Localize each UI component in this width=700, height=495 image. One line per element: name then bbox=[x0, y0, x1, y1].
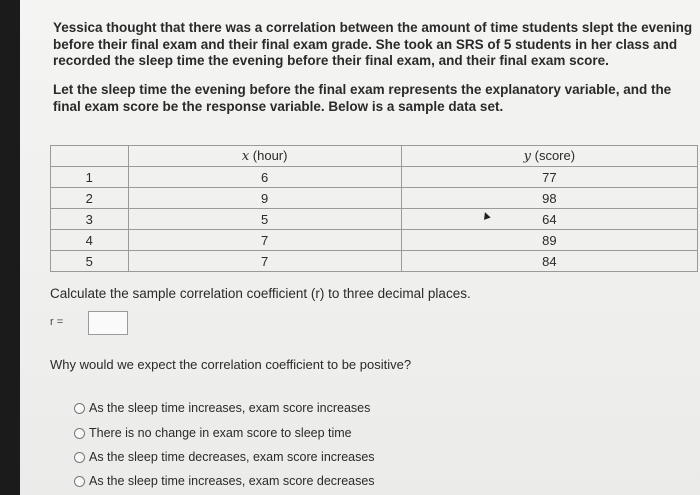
r-input[interactable] bbox=[88, 311, 128, 335]
option-decreases-increases[interactable] bbox=[74, 450, 375, 464]
question-instructions: Let the sleep time the evening before the final exam represents the explanatory variable, and the final exam score be the response variable. Below is a sample data set. bbox=[53, 82, 672, 114]
option-increases-increases[interactable] bbox=[74, 401, 370, 415]
y-value: 89 bbox=[401, 230, 697, 251]
index-header bbox=[51, 146, 129, 167]
data-table bbox=[50, 145, 698, 272]
y-variable: y bbox=[523, 149, 531, 164]
mouse-cursor-icon: ▲ bbox=[477, 206, 494, 224]
y-unit: (score) bbox=[534, 148, 576, 163]
table-header-row bbox=[51, 146, 698, 167]
option-label: As the sleep time increases, exam score increases bbox=[89, 401, 371, 415]
calc-prompt: Calculate the sample correlation coefficient (r) to three decimal places. bbox=[50, 286, 471, 301]
x-unit: (hour) bbox=[252, 148, 288, 163]
y-value: 84 bbox=[401, 251, 697, 272]
table-row bbox=[51, 209, 698, 230]
table-row bbox=[51, 167, 698, 188]
x-value: 7 bbox=[128, 230, 401, 251]
x-value: 7 bbox=[128, 251, 401, 272]
x-variable: x bbox=[241, 149, 250, 164]
y-header bbox=[401, 146, 697, 167]
table-row bbox=[51, 188, 698, 209]
r-label: r = bbox=[50, 316, 64, 328]
option-no-change[interactable] bbox=[74, 426, 352, 440]
x-value: 5 bbox=[128, 209, 401, 230]
table-row bbox=[51, 251, 698, 272]
question-intro: Yessica thought that there was a correlation between the amount of time students slept the evening before their final exam and their final exam grade. She took an SRS of 5 students in her class and recorded the sleep time the evening before their final exam, and their final exam score. bbox=[53, 20, 693, 68]
radio-button[interactable] bbox=[74, 403, 85, 414]
y-value: 64 bbox=[401, 209, 697, 230]
option-label: There is no change in exam score to sleep time bbox=[89, 426, 352, 440]
table-row bbox=[51, 230, 698, 251]
row-index: 1 bbox=[51, 167, 129, 188]
x-header bbox=[128, 146, 401, 167]
radio-button[interactable] bbox=[74, 452, 85, 463]
y-value: 77 bbox=[401, 167, 697, 188]
row-index: 3 bbox=[51, 209, 129, 230]
radio-button[interactable] bbox=[74, 428, 85, 439]
question-page bbox=[20, 0, 700, 495]
why-prompt: Why would we expect the correlation coefficient to be positive? bbox=[50, 357, 412, 372]
option-label: As the sleep time decreases, exam score increases bbox=[89, 450, 375, 464]
row-index: 5 bbox=[51, 251, 129, 272]
x-value: 6 bbox=[128, 167, 401, 188]
row-index: 2 bbox=[51, 188, 129, 209]
row-index: 4 bbox=[51, 230, 129, 251]
option-label: As the sleep time increases, exam score decreases bbox=[89, 474, 375, 488]
radio-button[interactable] bbox=[74, 476, 85, 487]
x-value: 9 bbox=[128, 188, 401, 209]
option-increases-decreases[interactable] bbox=[74, 474, 375, 488]
y-value: 98 bbox=[401, 188, 697, 209]
